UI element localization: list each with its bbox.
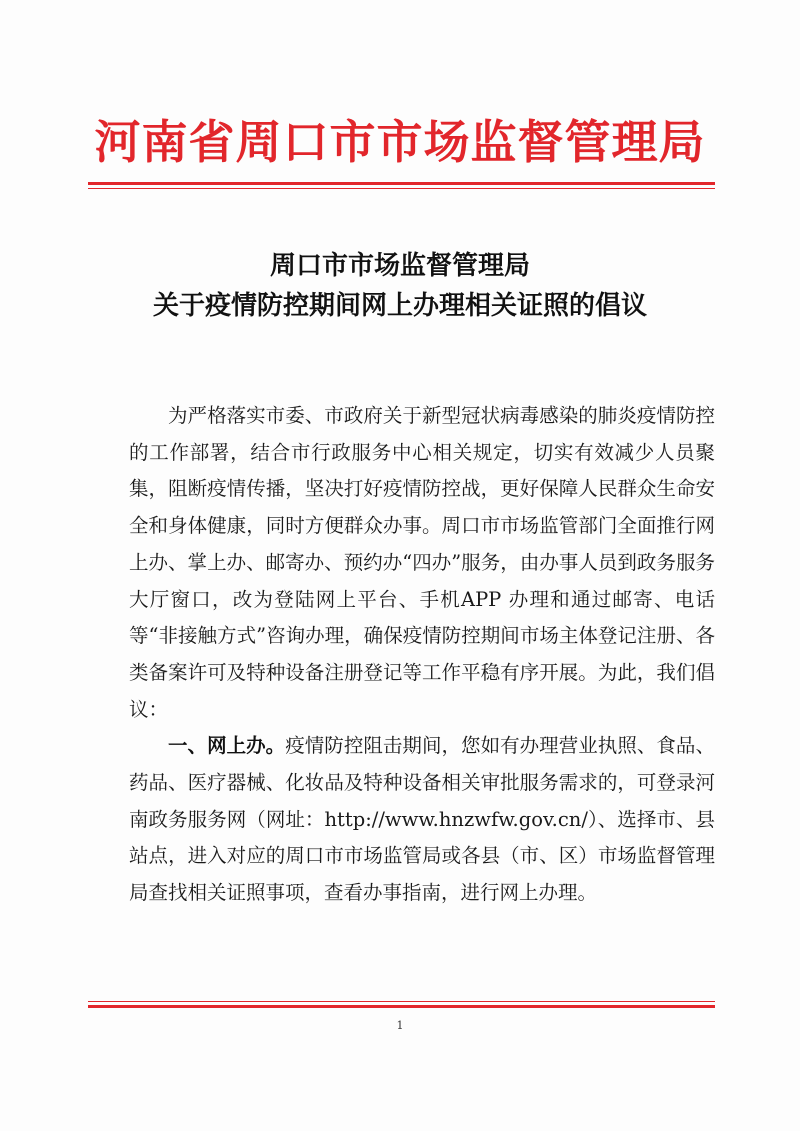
item-1-heading: 一、网上办。 — [168, 734, 286, 758]
item-1-text: 疫情防控阻击期间，您如有办理营业执照、食品、药品、医疗器械、化妆品及特种设备相关审批服务需求的，可登录河南政务服务网（网址：http://www.hnzwfw.gov.cn/）、选择市、县站点，进入对应的周口市市场监管局或各县（市、区）市场监督管理局查找相关证照事项，查看办事指南，进行网上办理。 — [129, 734, 715, 905]
divider-thick-line — [88, 182, 715, 185]
divider-thin-line — [88, 1001, 715, 1002]
body-paragraph-item-1 — [129, 728, 715, 912]
divider-thick-line — [88, 1005, 715, 1008]
document-title-line-1: 周口市市场监督管理局 — [269, 251, 530, 281]
body-paragraph-intro: 为严格落实市委、市政府关于新型冠状病毒感染的肺炎疫情防控的工作部署，结合市行政服务中心相关规定，切实有效减少人员聚集，阻断疫情传播，坚决打好疫情防控战，更好保障人民群众生命安全和身体健康，同时方便群众办事。周口市市场监管部门全面推行网上办、掌上办、邮寄办、预约办“四办”服务，由办事人员到政务服务大厅窗口，改为登陆网上平台、手机APP 办理和通过邮寄、电话等“非接触方式”咨询办理，确保疫情防控期间市场主体登记注册、各类备案许可及特种设备注册登记等工作平稳有序开展。为此，我们倡议： — [129, 404, 715, 721]
divider-thin-line — [88, 188, 715, 189]
masthead-divider — [88, 182, 715, 189]
page-number: 1 — [396, 1019, 404, 1032]
document-body — [129, 398, 715, 912]
footer-divider — [88, 1001, 715, 1008]
agency-masthead: 河南省周口市市场监督管理局 — [94, 115, 706, 169]
document-title-line-2: 关于疫情防控期间网上办理相关证照的倡议 — [152, 291, 647, 321]
